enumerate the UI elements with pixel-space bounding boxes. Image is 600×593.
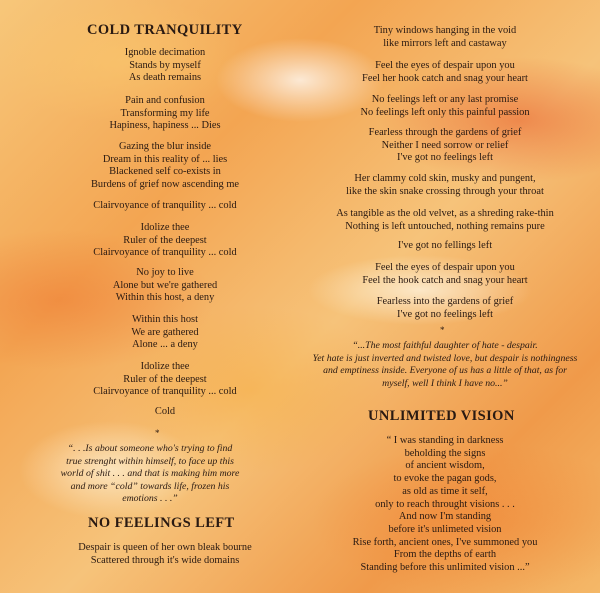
unlimited-vision-title: UNLIMITED VISION [368,408,515,424]
cold-tranquility-title: COLD TRANQUILITY [87,22,243,38]
verse-line: Ruler of the deepest [123,373,207,385]
verse-line: Standing before this unlimited vision ...” [360,562,530,574]
quote-line: myself, well I think I have no...” [382,377,508,389]
stanza [290,296,600,321]
verse-line: Ruler of the deepest [123,234,207,246]
verse-line: Rise forth, ancient ones, I've summoned you [352,536,538,548]
stanza [45,141,285,192]
verse-line: Clairvoyance of tranquility ... cold [93,200,237,211]
verse-line: We are gathered [131,326,199,338]
separator-star: * [440,325,445,335]
verse-line: Feel the eyes of despair upon you [375,60,515,71]
verse-line: Ignoble decimation [124,47,206,58]
verse-line: “ I was standing in darkness [386,435,504,446]
verse-line: No feelings left only this painful passion [360,106,530,118]
stanza [45,361,285,399]
verse-line: Feel her hook catch and snag your heart [362,72,528,84]
stanza [290,173,600,198]
verse-line: like the skin snake crossing through your throat [346,185,544,197]
verse-line: Hapiness, hapiness ... Dies [109,120,221,132]
separator-star: * [155,428,160,438]
stanza [45,222,285,260]
verse-line: Neither I need sorrow or relief [381,139,509,151]
verse-line: Idolize thee [140,361,190,372]
verse-line: As tangible as the old velvet, as a shreding rake-thin [336,208,554,219]
verse-line: As death remains [128,72,202,84]
verse-line: of ancient wisdom, [405,460,485,472]
stanza [290,208,600,233]
verse-line: I've got no feelings left [397,308,493,320]
verse-line: I've got no feelings left [397,152,493,164]
stanza [290,60,600,85]
verse-line: Pain and confusion [125,95,205,106]
verse-line: Alone but we're gathered [112,279,218,291]
verse-line: Transforming my life [120,107,210,119]
verse-line: Her clammy cold skin, musky and pungent, [354,173,536,184]
stanza [45,314,285,352]
verse-line: No feelings left or any last promise [371,94,519,105]
verse-line: Alone ... a deny [132,339,198,351]
verse-line: Blackened self co-exists in [109,166,221,178]
stanza [45,95,285,133]
verse-line: Tiny windows hanging in the void [373,25,517,36]
verse-line: Dream in this reality of ... lies [102,153,228,165]
verse-line: Burdens of grief now ascending me [90,179,240,191]
verse-line: Gazing the blur inside [118,141,212,152]
stanza [290,94,600,119]
verse-line: Fearless into the gardens of grief [376,296,514,307]
verse-line: like mirrors left and castaway [383,37,507,49]
verse-line: Feel the eyes of despair upon you [375,262,515,273]
quote-line: world of shit . . . and that is making him more [60,468,240,480]
verse-line: Clairvoyance of tranquility ... cold [93,386,237,398]
verse-line: to evoke the pagan gods, [393,473,497,485]
verse-line: And now I'm standing [398,511,492,523]
verse-line: Nothing is left untouched, nothing remains pure [345,220,545,232]
verse-line: Scattered through it's wide domains [90,554,240,566]
verse-line: Within this host, a deny [115,292,215,304]
stanza [45,542,285,567]
quote-line: true strenght within himself, to face up this [66,455,234,467]
stanza [290,435,600,575]
verse-line: beholding the signs [404,447,486,459]
no-feelings-left-quote [290,340,600,390]
quote-line: and emptiness inside. Everyone of us has a little of that, as for [323,365,567,377]
stanza [290,127,600,165]
stanza [290,240,600,253]
verse-line: Cold [154,406,176,417]
verse-line: before it's unlimeted vision [388,523,502,535]
verse-line: Despair is queen of her own bleak bourne [78,542,252,553]
quote-line: Yet hate is just inverted and twisted love, but despair is nothingness [312,352,578,364]
stanza [290,262,600,287]
verse-line: From the depths of earth [393,549,497,561]
verse-line: as old as time it self, [402,485,488,497]
verse-line: only to reach throught visions . . . [375,498,515,510]
quote-line: and more “cold” towards life, frozen his [70,480,230,492]
verse-line: No joy to live [136,267,194,278]
verse-line: Fearless through the gardens of grief [368,127,522,138]
verse-line: Idolize thee [140,222,190,233]
verse-line: Stands by myself [129,59,201,71]
cold-tranquility-quote [20,443,280,506]
stanza [45,47,285,85]
verse-line: I've got no fellings left [397,240,493,251]
stanza [45,200,285,213]
verse-line: Clairvoyance of tranquility ... cold [93,247,237,259]
stanza [45,406,285,419]
quote-line: “...The most faithful daughter of hate - despair. [352,340,538,351]
verse-line: Within this host [132,314,198,325]
verse-line: Feel the hook catch and snag your heart [362,274,528,286]
no-feelings-left-title: NO FEELINGS LEFT [88,515,235,531]
quote-line: emotions . . .” [122,493,178,505]
stanza [45,267,285,305]
stanza [290,25,600,50]
quote-line: “. . .Is about someone who's trying to find [67,443,233,454]
